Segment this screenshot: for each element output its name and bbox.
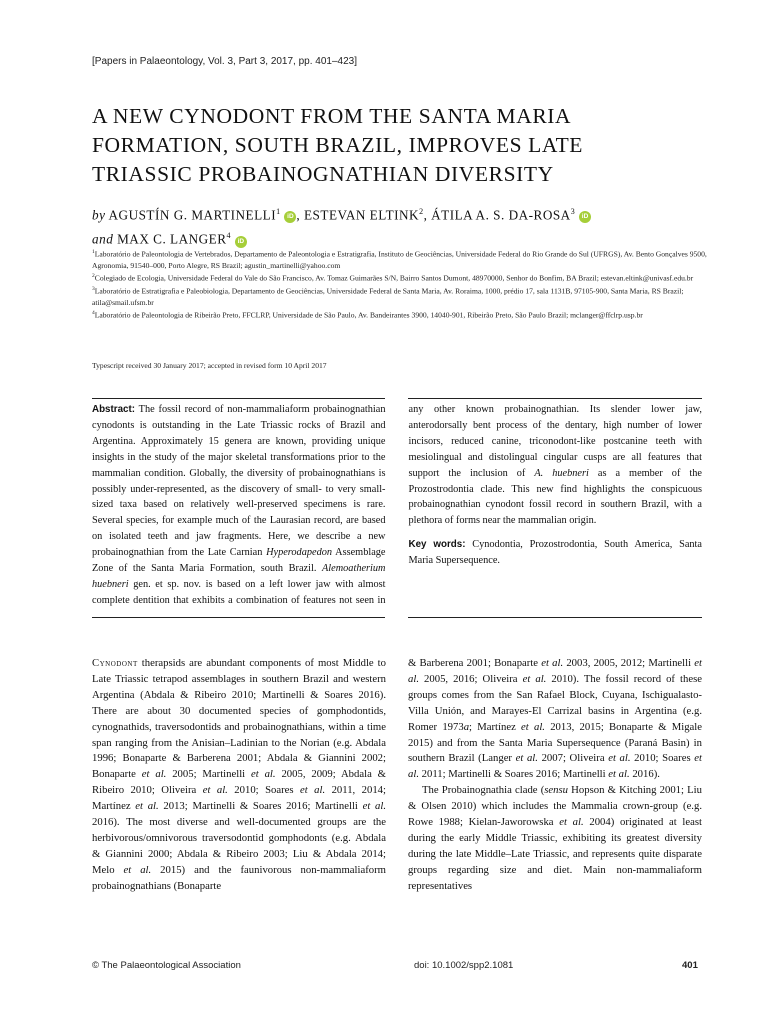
affil-number: 4 [92,310,95,317]
by-label: by [92,207,106,223]
title-line: A NEW CYNODONT FROM THE SANTA MARIA [92,104,572,128]
body-paragraph: The Probainognathia clade (sensu Hopson & Kitching 2001; Liu & Olsen 2010) which includes the Mammalia crown-group (e.g. Rowe 1988; Kielan-Jaworowska et al. 2004) originated at least during the early Middle Triassic, exhibiting its greatest diversity during the late Middle–Late Triassic, and represents quite disparate groups regarding size and diet. Main non-mammaliaform representatives [408,784,702,892]
affiliation [92,308,712,321]
abstract-rule [92,398,385,399]
affil-number: 3 [92,285,95,292]
orcid-icon[interactable]: iD [235,236,247,248]
taxon-name: A. huebneri [534,467,589,479]
keywords [409,537,703,569]
affiliation [92,271,712,284]
affil-mark: 1 [276,207,281,216]
author-name: AGUSTÍN G. MARTINELLI [108,207,277,223]
article-title [92,102,712,189]
author-name: ESTEVAN ELTINK [304,207,420,223]
orcid-icon[interactable]: iD [579,211,591,223]
affiliation [92,247,712,271]
abstract-segment: Assemblage Zone of the Santa Maria Formation, south Brazil. [92,547,386,575]
keywords-label: Key words: [408,539,466,551]
author-list [92,201,712,250]
lead-word: Cynodont [92,657,138,669]
affiliation-text: Laboratório de Paleontologia de Ribeirão Preto, FFCLRP, Universidade de São Paulo, Av. Bandeirantes 3900, 14040-901, Ribeirão Preto, São Paulo Brazil; mclanger@ffclrp.usp.br [94,310,643,320]
page-number: 401 [682,960,698,971]
orcid-icon[interactable]: iD [284,211,296,223]
received-date: Typescript received 30 January 2017; accepted in revised form 10 April 2017 [92,361,327,370]
title-line: FORMATION, SOUTH BRAZIL, IMPROVES LATE [92,133,584,157]
and-label: and [92,231,114,247]
title-line: TRIASSIC PROBAINOGNATHIAN DIVERSITY [92,162,554,186]
affiliation [92,284,712,308]
abstract-segment: as a member of the Prozostrodontia clade. This new find highlights the conspicuous probainognathian cynodont fossil record in southern Brazil, with a plethora of forms near the mammalian origin. [408,467,702,527]
separator: , [423,207,432,223]
keywords-text: Cynodontia, Prozostrodontia, South America, Santa Maria Supersequence. [408,539,702,567]
taxon-name: Alemoatherium huebneri [92,563,386,590]
author-name: MAX C. LANGER [117,231,227,247]
taxon-name: Hyperodapedon [266,547,333,559]
affil-number: 2 [92,273,95,280]
body-column-right [408,656,702,895]
affiliation-text: Laboratório de Paleontologia de Vertebrados, Departamento de Paleontologia e Estratigrafia, Instituto de Geociências, Universidade Federal do Rio Grande do Sul (UFRGS), Av. Bento Gonçalves 9500, Agronomia, 91540–000, Porto Alegre, RS Brazil; agustin_martinelli@yahoo.com [92,249,707,270]
abstract [92,402,702,610]
journal-reference: [Papers in Palaeontology, Vol. 3, Part 3, 2017, pp. 401–423] [92,56,358,67]
abstract-rule [408,617,702,618]
abstract-rule [408,398,702,399]
affiliation-text: Colegiado de Ecologia, Universidade Federal do Vale do São Francisco, Av. Tomaz Guimarães S/N, Bairro Santos Dumont, 48970000, Senhor do Bonfim, BA Brazil; estevan.eltink@univasf.edu.br [94,273,694,283]
abstract-segment: The fossil record of non-mammaliaform probainognathian cynodonts is outstanding in the Late Triassic rocks of Brazil and Argentina. Approximately 15 genera are known, providing unique insights in the study of the major skeletal transformations prior to the mammalian condition. Globally, the diversity of probainognathians is possibly under-represented, as the discovery of small- to very small-sized taxa based on relatively well-preserved specimens is rare. Several species, for example much of the Laurasian record, are based on isolated teeth and jaw fragments. Here, we describe a new probainognathian from the Late Carnian [92,404,386,559]
affiliation-text: Laboratório de Estratigrafia e Paleobiologia, Departamento de Geociências, Universidade Federal de Santa Maria, Av. Roraima, 1000, prédio 17, sala 1131B, 97105-900, Santa Maria, RS Brazil; atila@smail.ufsm.br [92,286,684,307]
affil-mark: 3 [570,207,576,216]
affil-mark: 2 [419,207,424,216]
body-paragraph: & Barberena 2001; Bonaparte et al. 2003, 2005, 2012; Martinelli et al. 2005, 2016; Oliveira et al. 2010). The fossil record of these groups comes from the San Rafael Block, Cuyana, Ischigualasto-Villa Unión, and Marayes-El Carrizal basins in Argentina (e.g. Romer 1973a; Martínez et al. 2013, 2015; Bonaparte & Migale 2015) and from the Santa Maria Supersequence (Paraná Basin) in southern Brazil (Langer et al. 2007; Oliveira et al. 2010; Soares et al. 2011; Martinelli & Soares 2016; Martinelli et al. 2016). [408,657,703,781]
doi-footer[interactable]: doi: 10.1002/spp2.1081 [414,960,514,971]
abstract-text [92,402,702,610]
abstract-label: Abstract: [92,404,136,415]
author-name: ÁTILA A. S. DA-ROSA [431,207,571,223]
copyright-footer: © The Palaeontological Association [92,960,241,971]
abstract-rule [92,617,385,618]
separator: , [296,207,304,223]
body-paragraph: Cynodont therapsids are abundant components of most Middle to Late Triassic tetrapod assemblages in southern Brazil and western Argentina (Abdala & Ribeiro 2010; Martinelli & Soares 2016). There are about 30 documented species of gomphodontids, cynognathids, traversodontids and probainognathians, within a time span ranging from the Anisian–Ladinian to the Norian (e.g. Abdala 1996; Bonaparte & Barberena 2001; Abdala & Giannini 2002; Bonaparte et al. 2005; Martinelli et al. 2005, 2009; Abdala & Ribeiro 2010; Oliveira et al. 2010; Soares et al. 2011, 2014; Martínez et al. 2013; Martinelli & Soares 2016; Martinelli et al. 2016). The most diverse and well-documented groups are the herbivorous/omnivorous traversodontid gomphodonts (e.g. Abdala & Giannini 2000; Abdala & Ribeiro 2003; Liu & Abdala 2014; Melo et al. 2015) and the faunivorous non-mammaliaform probainognathians (Bonaparte [92,657,387,892]
affil-number: 1 [92,249,95,255]
affil-mark: 4 [226,231,232,241]
affiliations [92,247,712,321]
abstract-segment: gen. et sp. nov. is based on a left lower jaw with almost complete dentition that exhibits a combination of features not seen in any other known probainognathian. Its slender lower jaw, anterodorsally bent process of the dentary, high number of lower incisors, reduced canine, triconodont-like postcanine teeth with mesiolingual and distolingual cingular cusps are all features that support the inclusion of [92,404,702,606]
body-column-left [92,656,386,895]
